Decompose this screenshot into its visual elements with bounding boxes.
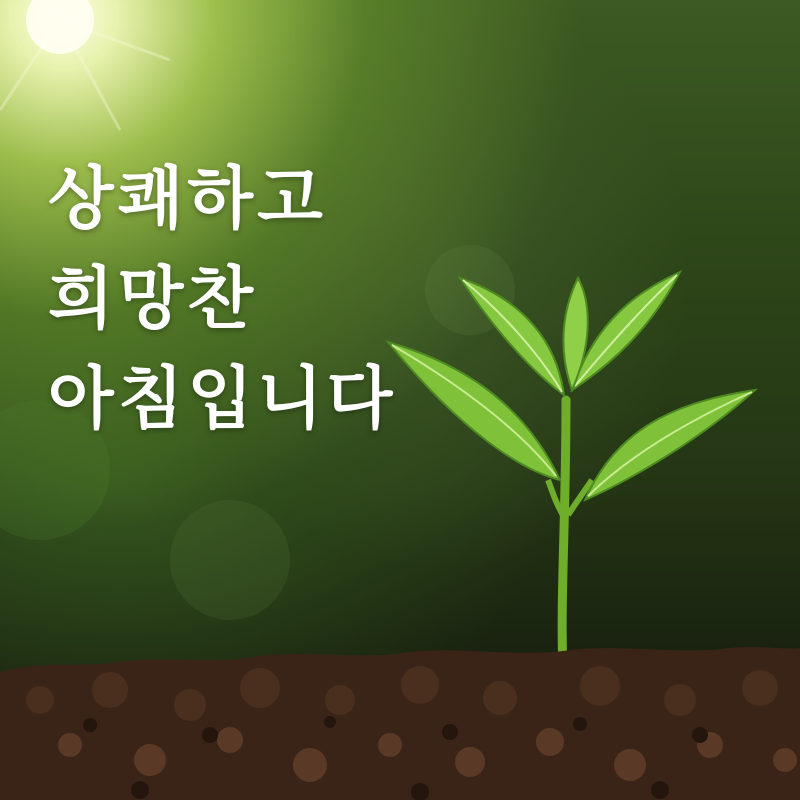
soil-mound [0,647,800,800]
headline-line-2: 희망찬 [48,260,258,339]
headline-line-1: 상쾌하고 [48,160,327,239]
headline-line-3: 아침입니다 [48,360,397,439]
leaf-top-left [460,278,564,395]
leaf-right [585,390,755,500]
greeting-headline [48,150,396,450]
seedling-stem [562,400,566,670]
